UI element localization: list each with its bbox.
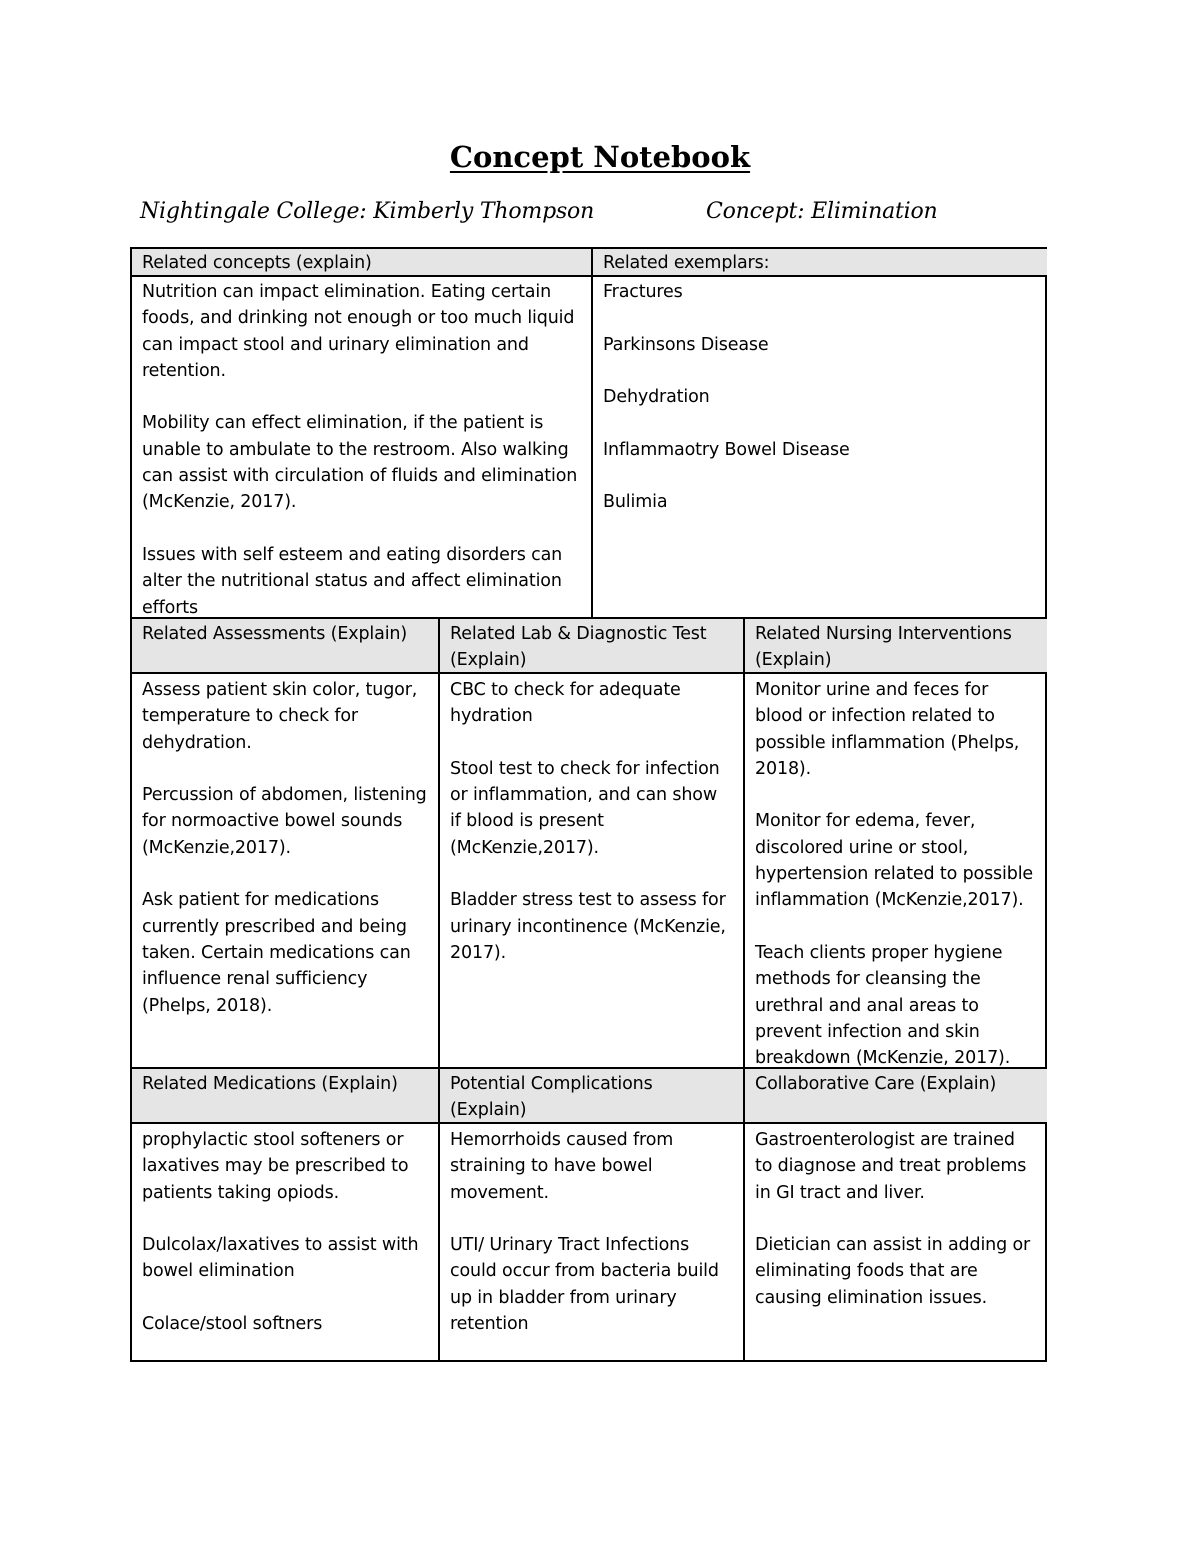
related-medications-header: Related Medications (Explain): [132, 1069, 438, 1124]
related-concepts-header: Related concepts (explain): [132, 249, 591, 277]
medications-complications-care-table: [130, 1067, 1047, 1362]
related-assessments-header: Related Assessments (Explain): [132, 619, 438, 674]
assessments-labs-interventions-table: [130, 617, 1047, 1069]
related-concepts-body: Nutrition can impact elimination. Eating certain foods, and drinking not enough or too much liquid can impact stool and urinary elimination and retention. Mobility can effect elimination, if the patient is unable to ambulate to the restroom. Also walking can assist with circulation of fluids and elimination (McKenzie, 2017). Issues with self esteem and eating disorders can alter the nutritional status and affect elimination efforts: [142, 282, 578, 618]
related-medications-body: prophylactic stool softeners or laxatives may be prescribed to patients taking opiods. Dulcolax/laxatives to assist with bowel elimination Colace/stool softners: [142, 1130, 419, 1335]
collaborative-care-header: Collaborative Care (Explain): [743, 1069, 1047, 1124]
related-nursing-interventions-body: Monitor urine and feces for blood or infection related to possible inflammation (Phelps, 2018). Monitor for edema, fever, discolored urine or stool, hypertension related to possible inflammation (McKenzie,2017). Teach clients proper hygiene methods for cleansing the urethral and anal areas to prevent infection and skin breakdown (McKenzie, 2017).: [743, 674, 1047, 1071]
related-lab-diagnostic-body: CBC to check for adequate hydration Stool test to check for infection or inflammation, and can show if blood is present (McKenzie,2017). Bladder stress test to assess for urinary incontinence (McKenzie, 2017).: [438, 674, 743, 1071]
related-assessments-body: Assess patient skin color, tugor, temperature to check for dehydration. Percussion of abdomen, listening for normoactive bowel sounds (McKenzie,2017). Ask patient for medications currently prescribed and being taken. Certain medications can influence renal sufficiency (Phelps, 2018).: [142, 680, 427, 1016]
page-title: Concept Notebook: [449, 140, 751, 174]
concepts-exemplars-table: [130, 247, 1047, 619]
related-nursing-interventions-header: Related Nursing Interventions (Explain): [743, 619, 1047, 674]
collaborative-care-body: Gastroenterologist are trained to diagnose and treat problems in GI tract and liver. Dietician can assist in adding or eliminating foods that are causing elimination issues.: [743, 1124, 1047, 1360]
related-exemplars-body: Fractures Parkinsons Disease Dehydration Inflammaotry Bowel Disease Bulimia: [591, 277, 1047, 621]
concept-name: Concept: Elimination: [706, 199, 938, 224]
college-student-name: Nightingale College: Kimberly Thompson: [140, 199, 595, 224]
potential-complications-body: Hemorrhoids caused from straining to have bowel movement. UTI/ Urinary Tract Infections could occur from bacteria build up in bladder from urinary retention: [438, 1124, 743, 1360]
related-lab-diagnostic-header: Related Lab & Diagnostic Test (Explain): [438, 619, 743, 674]
potential-complications-header: Potential Complications (Explain): [438, 1069, 743, 1124]
related-exemplars-header: Related exemplars:: [591, 249, 1047, 277]
